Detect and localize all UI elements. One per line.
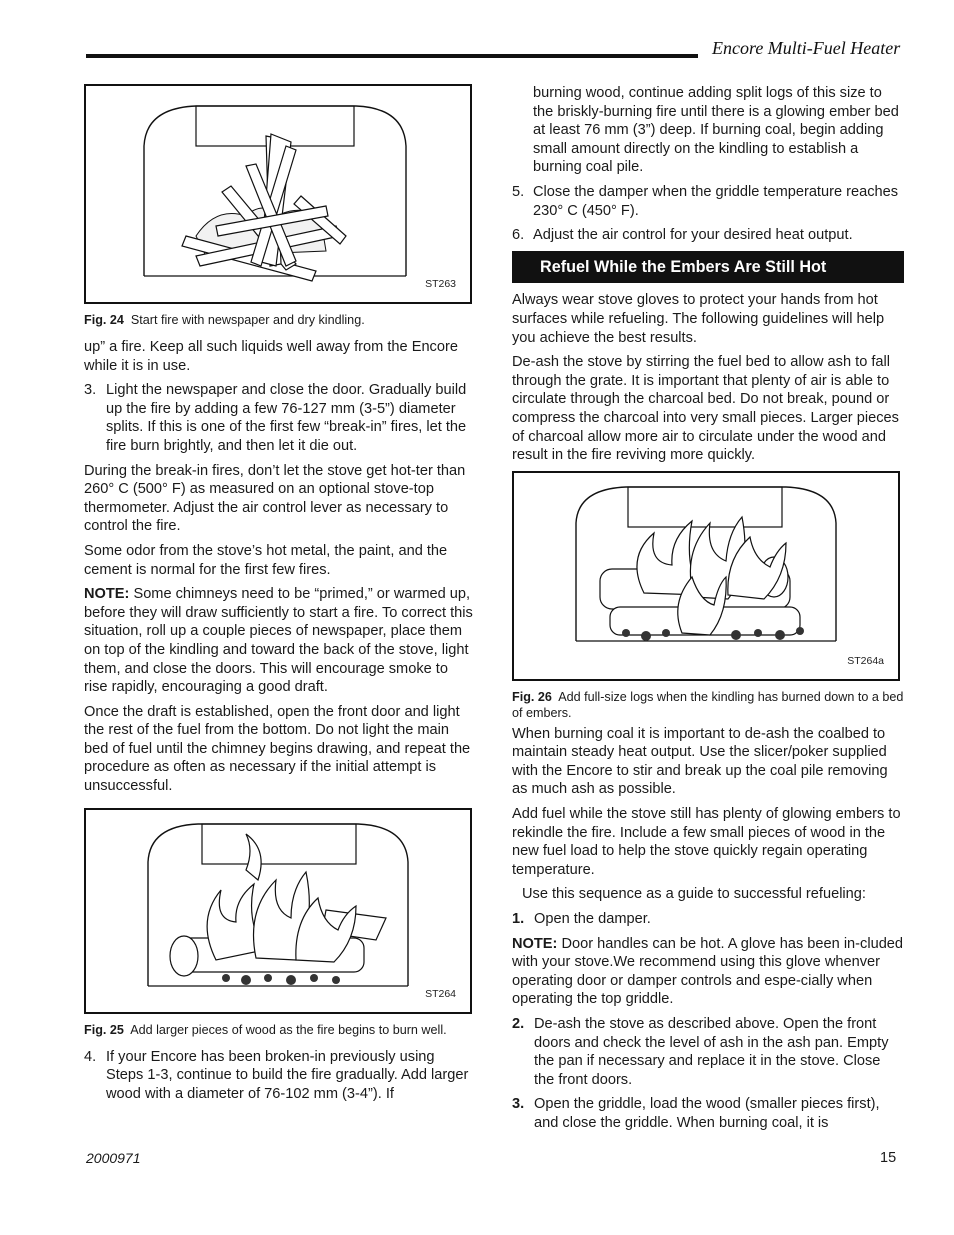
refuel-step-2: 2. De-ash the stove as described above. Open the front doors and check the level of ash in the ash pan. Empty the pan if necessary and replace it in the stove. Close the front doors. (512, 1016, 889, 1088)
paragraph: Some odor from the stove’s hot metal, the paint, and the cement is normal for the first few fires. (84, 542, 448, 578)
refuel-step-1: 1. Open the damper. (512, 911, 651, 928)
paragraph: Always wear stove gloves to protect your hands from hot surfaces while refueling. The following guidelines will help you achieve the best results. (512, 292, 885, 346)
paragraph: During the break-in fires, don’t let the stove get hot-ter than 260° C (500° F) as measured on an optional stove-top thermometer. Adjust the air control lever as necessary to control the fire. (84, 462, 466, 535)
header-title: Encore Multi-Fuel Heater (712, 38, 901, 58)
embers-illustration (514, 473, 898, 679)
figure-code: ST264a (847, 655, 884, 668)
note: NOTE: Some chimneys need to be “primed,” or warmed up, before they will draw sufficiently to start a fire. To correct this situation, roll up a couple pieces of newspaper, place them on top of the kindling and toward the back of the stove, light them, and close the doors. This will encourage smoke to rise rapidly, encouraging a good draft. (84, 586, 473, 696)
step-4: 4. If your Encore has been broken-in previously using Steps 1-3, continue to build the fire gradually. Add larger wood with a diameter of 76-102 mm (3-4”). If (84, 1048, 469, 1102)
paragraph: Use this sequence as a guide to successful refueling: (522, 886, 866, 903)
paragraph: up” a fire. Keep all such liquids well away from the Encore while it is in use. (84, 339, 458, 374)
paragraph: De-ash the stove by stirring the fuel bed to allow ash to fall through the grate. It is important that plenty of air is able to circulate through the charcoal bed. Do not break, pound or compress the charcoal into very small pieces. Larger pieces of charcoal allow more air to circulate under the wood and result in the fire reviving more quickly. (512, 354, 899, 464)
fire-illustration (86, 810, 470, 1012)
right-column (512, 84, 904, 1139)
figure-code: ST264 (425, 988, 456, 1001)
figure-caption: Fig. 25 Add larger pieces of wood as the fire begins to burn well. (84, 1022, 447, 1037)
step-continuation: burning wood, continue adding split logs of this size to the briskly-burning fire until there is a glowing ember bed at least 76 mm (3”) deep. If burning coal, begin adding small amount directly on the kindling to establish a burning coal pile. (533, 85, 899, 176)
left-column (84, 84, 474, 1109)
section-heading: Refuel While the Embers Are Still Hot (512, 251, 904, 284)
figure-24 (84, 84, 472, 304)
step-5: 5. Close the damper when the griddle temperature reaches 230° C (450° F). (512, 183, 899, 219)
header-rule (86, 54, 698, 58)
document-number: 2000971 (86, 1150, 141, 1166)
paragraph: Once the draft is established, open the front door and light the rest of the fuel from the bottom. Do not light the main bed of fuel until the chimney begins drawing, and repeat the procedure as often as necessary if the initial attempt is unsuccessful. (84, 703, 471, 795)
paragraph: When burning coal it is important to de-ash the coalbed to maintain steady heat output. Use the slicer/poker supplied with the Encore to stir and break up the coal pile removing as much ash as possible. (512, 725, 888, 798)
figure-26 (512, 471, 900, 681)
figure-caption: Fig. 26 Add full-size logs when the kindling has burned down to a bed of embers. (512, 689, 904, 720)
note: NOTE: Door handles can be hot. A glove has been in-cluded with your stove.We recommend using this glove whenver operating door or damper controls and espe-cially when operating the top griddle. (512, 935, 904, 1008)
figure-25 (84, 808, 472, 1014)
page-number: 15 (880, 1150, 897, 1166)
figure-caption: Fig. 24 Start fire with newspaper and dry kindling. (84, 313, 365, 327)
paragraph: Add fuel while the stove still has plenty of glowing embers to rekindle the fire. Include a few small pieces of wood in the new fuel load to help the stove quickly regain operating temperature. (512, 806, 901, 878)
refuel-step-3: 3. Open the griddle, load the wood (smaller pieces first), and close the griddle. When burning coal, it is (512, 1096, 880, 1131)
figure-code: ST263 (425, 278, 456, 291)
step-3: 3. Light the newspaper and close the door. Gradually build up the fire by adding a few 76-127 mm (3-5”) diameter splits. If this is one of the first few “break-in” fires, let the fire burn brightly, and then let it die out. (84, 382, 467, 454)
step-6: 6. Adjust the air control for your desired heat output. (512, 227, 853, 244)
kindling-illustration (86, 86, 470, 302)
